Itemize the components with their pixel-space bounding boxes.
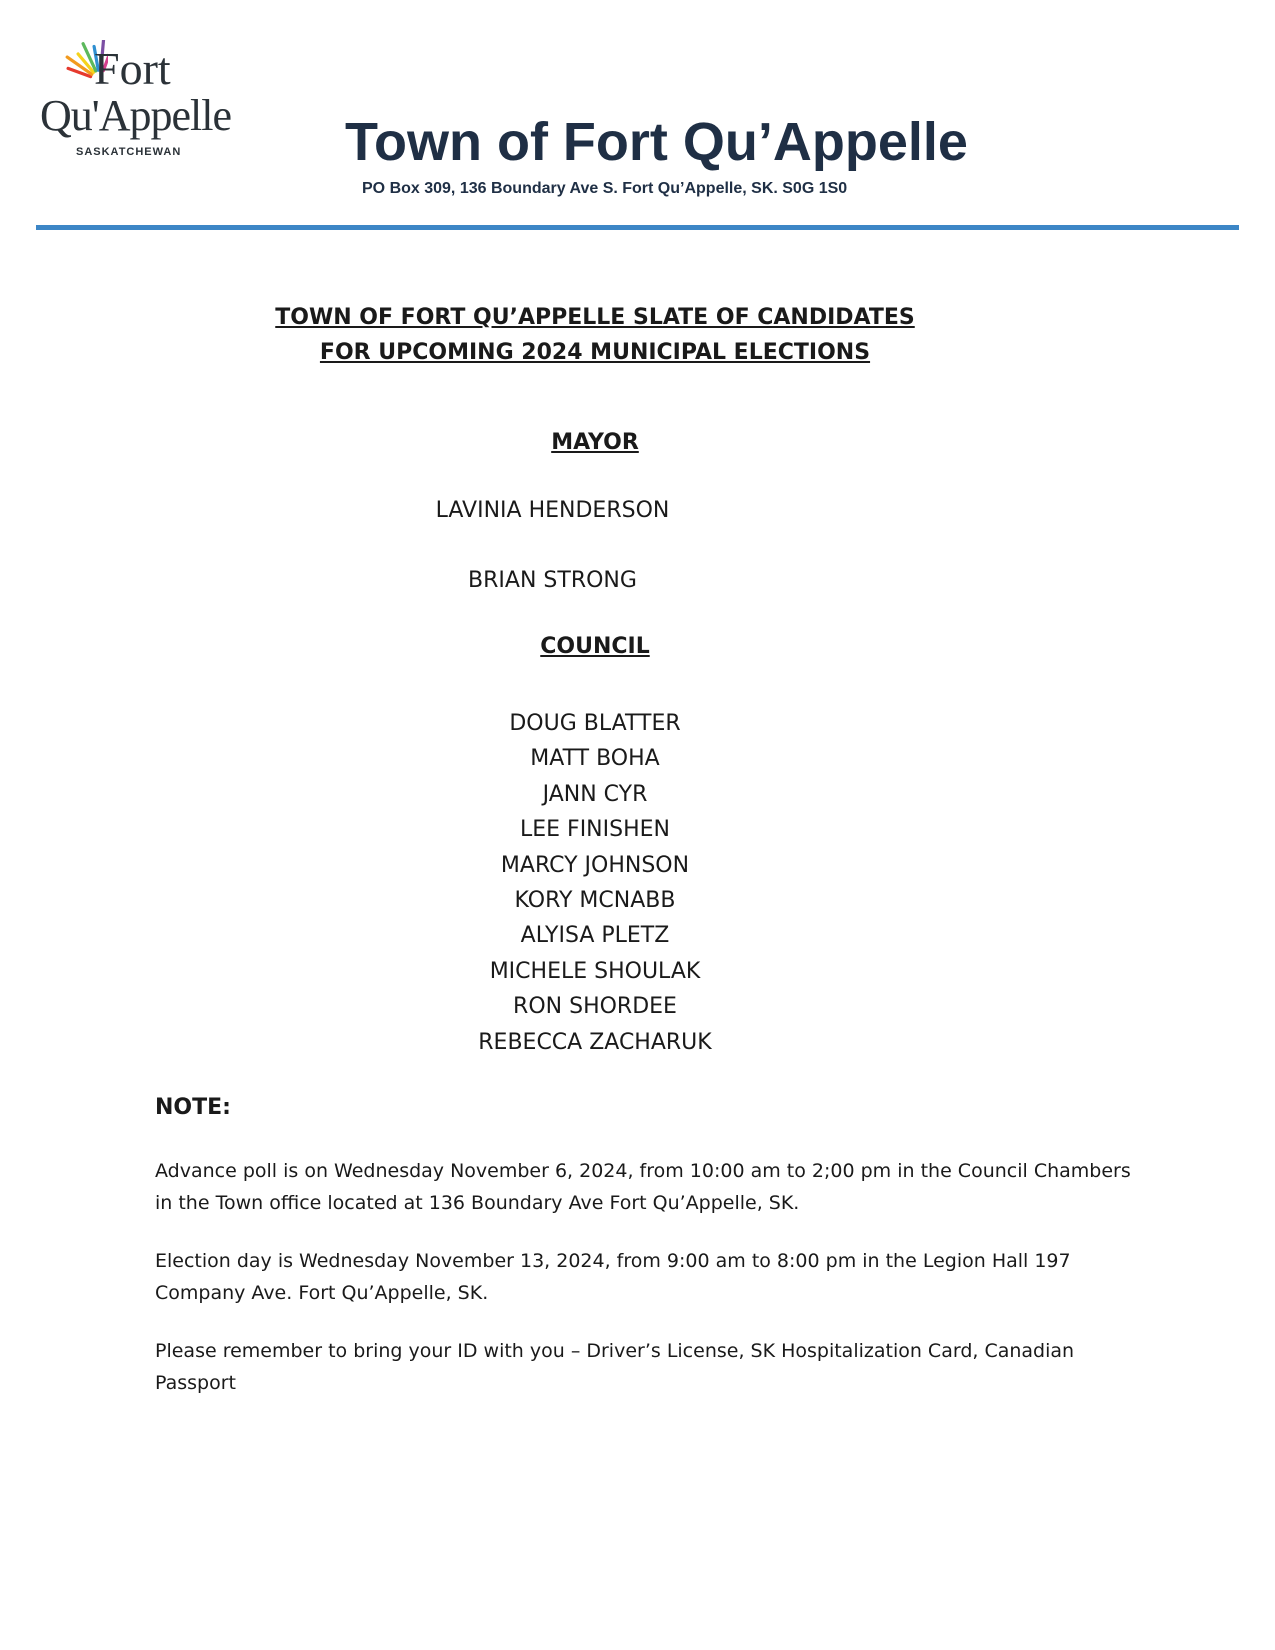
town-logo [38,40,238,165]
council-candidate: RON SHORDEE [513,994,677,1020]
council-candidate: MARCY JOHNSON [500,852,690,878]
mayor-candidate: LAVINIA HENDERSON [435,498,670,523]
council-candidate: MATT BOHA [530,746,660,772]
council-candidate: DOUG BLATTER [509,711,681,736]
council-candidate: REBECCA ZACHARUK [478,1029,712,1055]
council-candidate: LEE FINISHEN [519,817,670,843]
note-id-reminder: Please remember to bring your ID with you – Driver’s License, SK Hospitalization Card, Canadian Passport [155,1340,1075,1394]
council-candidate: ALYISA PLETZ [520,923,670,949]
note-election-day: Election day is Wednesday November 13, 2024, from 9:00 am to 8:00 pm in the Legion Hall 197 Company Ave. Fort Qu’Appelle, SK. [155,1250,1071,1304]
council-candidate: JANN CYR [542,781,648,807]
council-candidate: KORY MCNABB [514,888,676,914]
council-candidate: MICHELE SHOULAK [489,958,701,984]
logo-text-fort: Fort [94,43,171,94]
document-title-line-2: FOR UPCOMING 2024 MUNICIPAL ELECTIONS [319,340,871,365]
mayor-candidate: BRIAN STRONG [468,568,637,593]
mayor-heading: MAYOR [551,430,639,455]
town-title: Town of Fort Qu’Appelle [345,112,968,172]
logo-text-quappelle: Qu'Appelle [40,91,231,140]
council-heading: COUNCIL [540,634,650,659]
note-heading: NOTE: [155,1095,231,1120]
council-section [0,634,1275,659]
document-title-line-1: TOWN OF FORT QU’APPELLE SLATE OF CANDIDATES [275,305,915,330]
council-candidate-list [0,706,1275,1060]
document-title [0,300,1275,370]
note-advance-poll: Advance poll is on Wednesday November 6, 2024, from 10:00 am to 2;00 pm in the Council Chambers in the Town office located at 136 Boundary Ave Fort Qu’Appelle, SK. [155,1160,1131,1214]
header-divider [36,225,1239,230]
mayor-section [0,430,1275,455]
town-address: PO Box 309, 136 Boundary Ave S. Fort Qu’Appelle, SK. S0G 1S0 [362,180,848,197]
logo-text-province: SASKATCHEWAN [76,146,182,158]
